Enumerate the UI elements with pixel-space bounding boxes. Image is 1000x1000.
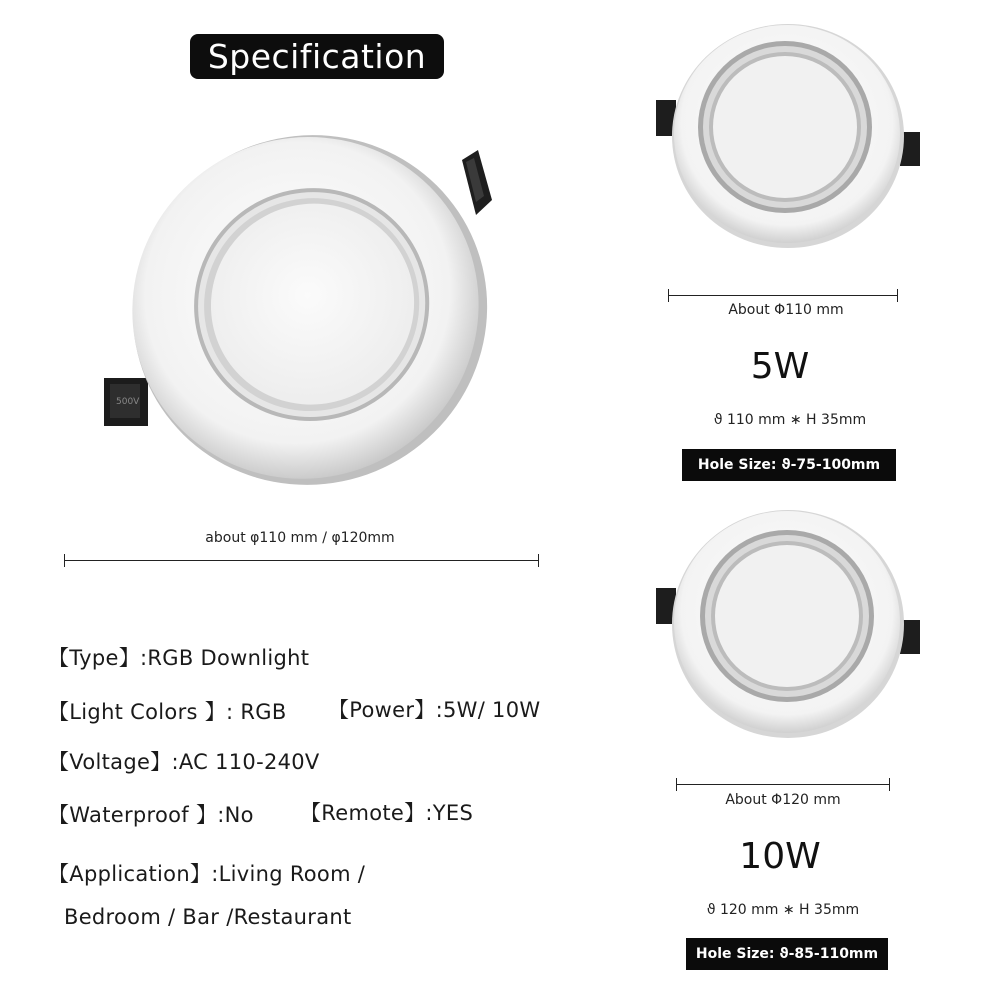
page-title: Specification — [190, 34, 444, 79]
dimension-line-5w — [668, 295, 898, 296]
large-dimension-text: about φ110 mm / φ120mm — [205, 530, 395, 546]
spec-application: 【Application】:Living Room / — [48, 862, 366, 886]
spring-clip-left — [104, 378, 148, 426]
hole-size-5w: Hole Size: ϑ-75-100mm — [682, 449, 896, 481]
wattage-10w: 10W — [739, 836, 821, 877]
downlight-5w-image — [648, 20, 928, 260]
size-10w: ϑ 120 mm ∗ H 35mm — [706, 902, 860, 918]
size-5w: ϑ 110 mm ∗ H 35mm — [713, 412, 867, 428]
hole-size-10w: Hole Size: ϑ-85-110mm — [686, 938, 888, 970]
wattage-5w: 5W — [750, 346, 810, 387]
spec-application-cont: Bedroom / Bar /Restaurant — [64, 905, 352, 929]
spec-type: 【Type】:RGB Downlight — [48, 646, 310, 670]
dimension-text-5w: About Φ110 mm — [728, 302, 844, 318]
downlight-10w-image — [648, 506, 928, 746]
spec-remote: 【Remote】:YES — [300, 801, 474, 825]
dimension-line-10w — [676, 784, 890, 785]
spec-voltage: 【Voltage】:AC 110-240V — [48, 750, 320, 774]
clip-label: 500V — [116, 397, 140, 407]
spring-clip-right — [462, 150, 492, 215]
dimension-text-10w: About Φ120 mm — [725, 792, 841, 808]
spec-power: 【Power】:5W/ 10W — [328, 698, 541, 722]
large-dimension-line — [64, 560, 539, 561]
spec-light-colors: 【Light Colors 】: RGB — [48, 700, 287, 724]
large-downlight-image — [100, 120, 500, 510]
spec-waterproof: 【Waterproof 】:No — [48, 803, 254, 827]
